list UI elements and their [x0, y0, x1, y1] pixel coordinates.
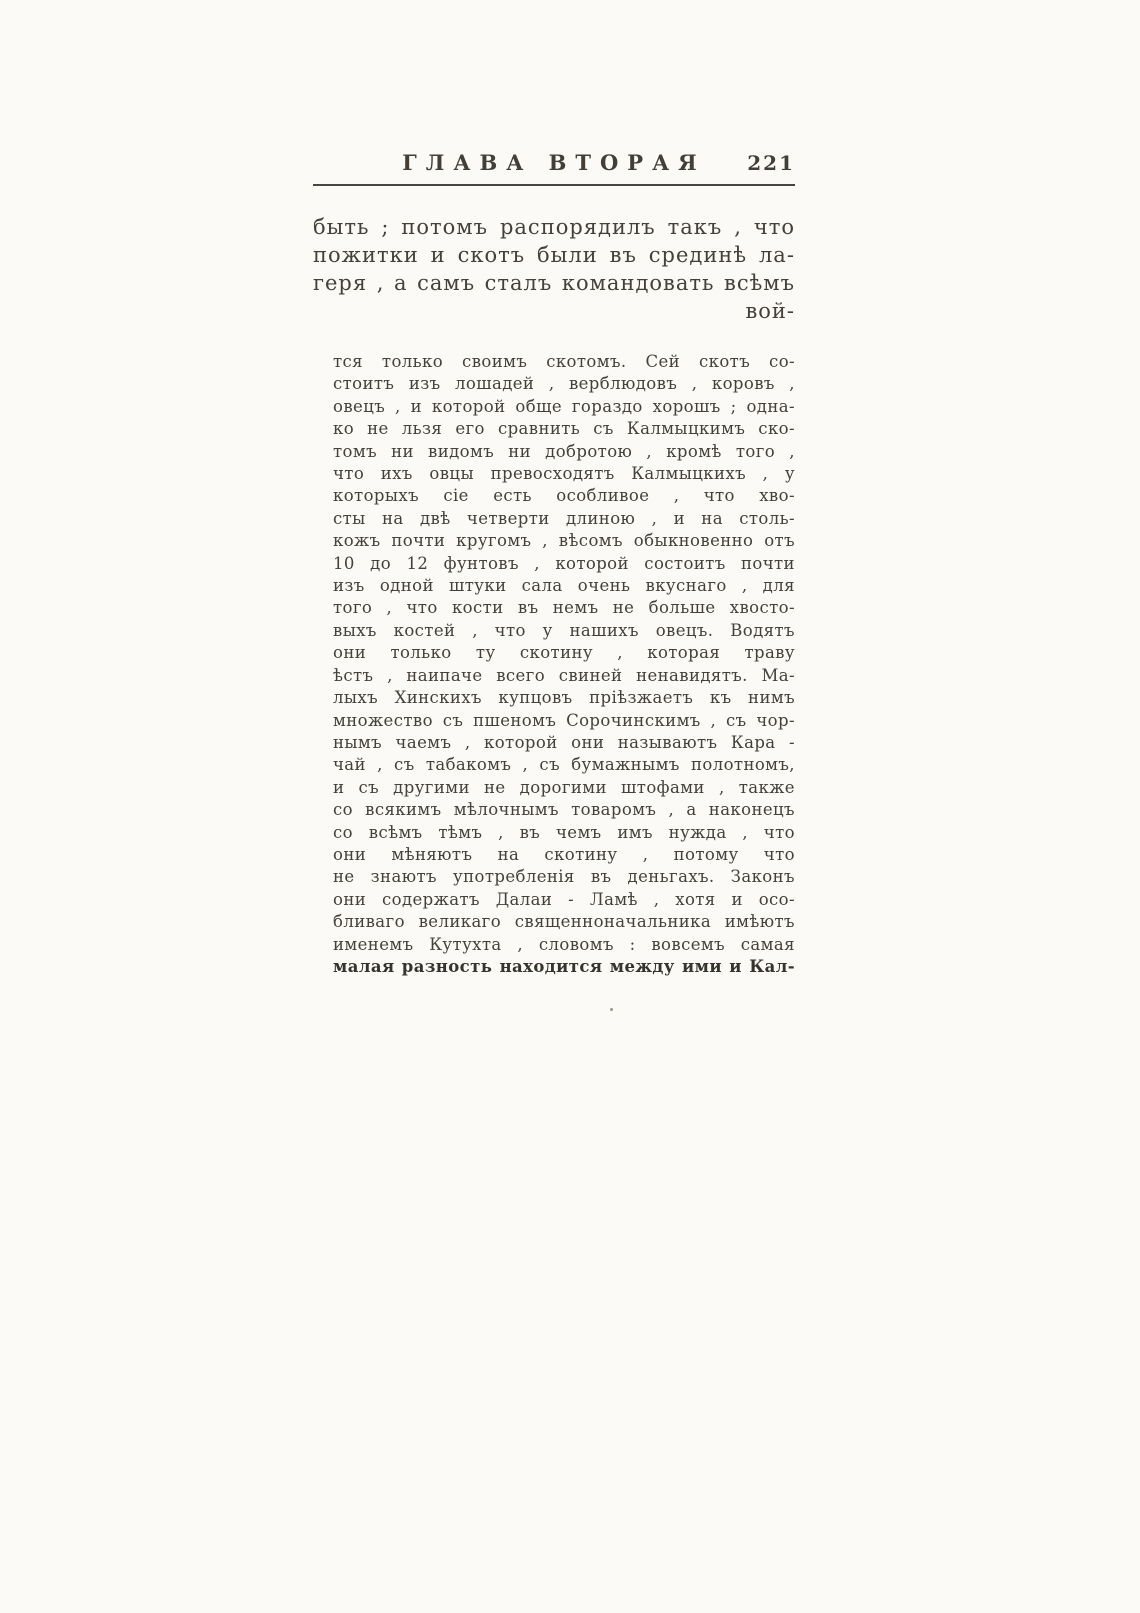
word: стоитъ — [333, 374, 395, 394]
word: осо- — [758, 889, 795, 909]
word: траву — [744, 643, 795, 663]
word: другими — [393, 777, 470, 797]
word: потому — [673, 844, 739, 864]
word: табакомъ — [425, 755, 512, 775]
word: товаромъ — [571, 800, 657, 820]
word: , — [741, 576, 748, 596]
word: множество — [333, 710, 433, 730]
word: одной — [379, 576, 434, 596]
word: они — [571, 732, 605, 752]
word: , — [734, 215, 742, 239]
word: нужда — [668, 822, 727, 842]
word: превосходятъ — [490, 464, 615, 484]
word: находится — [499, 956, 603, 976]
word: бумажнымъ — [571, 755, 680, 775]
word: у — [784, 464, 795, 484]
word: которой — [484, 732, 558, 752]
word: всѣмъ — [724, 271, 795, 295]
word: ихъ — [380, 464, 413, 484]
word: лыхъ — [333, 688, 379, 708]
word: быть — [313, 215, 370, 239]
word: потомъ — [401, 215, 489, 239]
word: , — [386, 598, 393, 618]
word: , — [642, 844, 649, 864]
word: немъ — [552, 598, 599, 618]
word: гораздо — [571, 396, 643, 416]
ink-speck — [610, 1008, 613, 1011]
word: всякимъ — [365, 800, 442, 820]
word: , — [377, 755, 383, 775]
word: съ — [593, 419, 614, 439]
word: , — [710, 710, 717, 730]
word: что — [703, 486, 735, 506]
word: а — [393, 271, 408, 295]
word: употребленія — [452, 867, 575, 887]
word: называютъ — [617, 732, 718, 752]
word: тся — [333, 352, 363, 371]
word: не — [484, 777, 506, 797]
word: , — [472, 620, 478, 640]
word: чаемъ — [395, 732, 452, 752]
word: изъ — [333, 576, 365, 596]
word: самъ — [417, 271, 476, 295]
word: , — [395, 396, 401, 416]
word: , — [387, 665, 393, 685]
word: не — [333, 867, 355, 887]
word: только — [381, 352, 444, 371]
main-text-block — [313, 213, 795, 297]
page-number: 221 — [747, 151, 795, 175]
word: они — [333, 844, 367, 864]
word: которой — [431, 396, 506, 416]
word: у — [542, 620, 553, 640]
word: ни — [391, 441, 414, 461]
word: Калмыцкимъ — [626, 419, 746, 439]
word: состоитъ — [644, 553, 726, 573]
text-line — [313, 269, 795, 297]
word: , — [653, 889, 660, 909]
word: фунтовъ — [443, 553, 519, 573]
word: Хинскихъ — [394, 688, 482, 708]
word: именемъ — [333, 934, 414, 954]
word: , — [542, 531, 548, 551]
word: : — [629, 934, 636, 954]
word: сравнить — [497, 419, 581, 439]
text-line — [333, 934, 795, 956]
word: и — [729, 956, 742, 976]
word: ; — [730, 396, 737, 416]
word: и — [673, 508, 685, 528]
running-header — [313, 150, 795, 175]
text-column — [313, 150, 795, 978]
word: , — [617, 643, 623, 663]
word: что — [763, 822, 795, 842]
word: дорогими — [519, 777, 607, 797]
word: геря — [313, 271, 368, 295]
text-line — [333, 889, 795, 911]
word: хорошъ — [652, 396, 721, 416]
word: - — [789, 732, 795, 752]
word: верблюдовъ — [568, 374, 678, 394]
word: скотину — [544, 844, 618, 864]
word: 10 — [333, 553, 355, 573]
word: очень — [577, 576, 631, 596]
word: вкуснаго — [645, 576, 727, 596]
word: коровъ — [711, 374, 775, 394]
text-line — [333, 732, 795, 754]
word: ѣстъ — [333, 665, 374, 685]
word: , — [668, 800, 675, 820]
word: костей — [393, 620, 456, 640]
word: томъ — [333, 441, 377, 461]
word: кругомъ — [456, 531, 532, 551]
word: что — [333, 464, 365, 484]
word: Кал- — [749, 956, 795, 976]
word: и — [731, 889, 743, 909]
word: что — [753, 215, 795, 239]
word: штофами — [621, 777, 705, 797]
word: со — [333, 822, 353, 842]
word: одна- — [746, 396, 795, 416]
word: , — [498, 822, 504, 842]
word: они — [333, 889, 367, 909]
word: и — [430, 243, 446, 267]
word: всего — [496, 665, 546, 685]
word: Законъ — [730, 867, 795, 887]
text-line — [333, 799, 795, 821]
word: имѣютъ — [724, 912, 795, 932]
word: сты — [333, 508, 366, 528]
word: пожитки — [313, 243, 419, 267]
word: въ — [517, 598, 539, 618]
word: 12 — [406, 553, 429, 573]
word: не — [367, 419, 389, 439]
word: и — [333, 777, 345, 797]
word: въ — [609, 243, 637, 267]
text-line — [333, 418, 795, 440]
word: ко — [333, 419, 355, 439]
word: со — [333, 800, 353, 820]
word: на — [497, 844, 520, 864]
word: на — [382, 508, 404, 528]
word: , — [534, 553, 540, 573]
word: мѣняютъ — [391, 844, 473, 864]
word: ла- — [758, 243, 795, 267]
word: ско- — [758, 419, 795, 439]
word: въ — [590, 867, 612, 887]
word: къ — [709, 688, 732, 708]
word: отъ — [764, 531, 795, 551]
word: , — [548, 374, 555, 394]
word: Кутухта — [429, 934, 502, 954]
word: съ — [442, 710, 464, 730]
word: мѣлочнымъ — [453, 800, 559, 820]
word: обыкновенно — [633, 531, 754, 551]
word: льзя — [401, 419, 443, 439]
text-line — [333, 777, 795, 799]
word: есть — [493, 486, 532, 506]
word: штуки — [449, 576, 507, 596]
word: - — [568, 889, 575, 909]
word: лошадей — [455, 374, 535, 394]
word: скотъ — [698, 352, 751, 371]
word: чай — [333, 755, 366, 775]
word: священноначальника — [514, 912, 712, 932]
word: которая — [647, 643, 721, 663]
word: такъ — [667, 215, 723, 239]
word: которой — [555, 553, 629, 573]
word: кромѣ — [666, 441, 722, 461]
word: срединѣ — [648, 243, 748, 267]
word: Далаи — [495, 889, 553, 909]
text-line — [333, 396, 795, 418]
word: имъ — [617, 822, 653, 842]
word: Ма- — [761, 665, 795, 685]
word: кожъ — [333, 531, 381, 551]
text-line — [333, 620, 795, 642]
text-line — [333, 508, 795, 530]
text-line — [333, 575, 795, 597]
text-line — [333, 373, 795, 395]
word: вѣсомъ — [558, 531, 623, 551]
word: Сей — [645, 352, 681, 371]
text-line — [333, 665, 795, 687]
word: скотину — [519, 643, 593, 663]
text-line — [333, 351, 795, 373]
text-line — [333, 754, 795, 776]
word: овецъ — [333, 396, 386, 416]
word: полотномъ, — [690, 755, 795, 775]
word: только — [390, 643, 452, 663]
word: нашихъ — [569, 620, 639, 640]
word: , — [376, 271, 385, 295]
word: ими — [682, 956, 723, 976]
text-line — [333, 822, 795, 844]
word: съ — [726, 710, 747, 730]
word: его — [455, 419, 485, 439]
word: словомъ — [538, 934, 614, 954]
word: пшеномъ — [473, 710, 557, 730]
word: того — [333, 598, 373, 618]
text-line — [313, 213, 795, 241]
word: ту — [475, 643, 496, 663]
word: скотъ — [457, 243, 526, 267]
text-line — [333, 866, 795, 888]
word: обще — [515, 396, 562, 416]
word: всѣмъ — [368, 822, 423, 842]
word: хво- — [759, 486, 795, 506]
word: они — [333, 643, 367, 663]
text-line — [333, 687, 795, 709]
word: выхъ — [333, 620, 377, 640]
word: которыхъ — [333, 486, 420, 506]
word: со- — [769, 352, 795, 371]
text-line — [333, 485, 795, 507]
word: почти — [391, 531, 446, 551]
word: нымъ — [333, 732, 383, 752]
text-line — [333, 530, 795, 552]
word: ни — [508, 441, 532, 461]
word: сіе — [443, 486, 469, 506]
word: великаго — [418, 912, 502, 932]
word: изъ — [408, 374, 441, 394]
word: чор- — [756, 710, 795, 730]
catchword: вой- — [745, 299, 795, 323]
word: распорядилъ — [499, 215, 656, 239]
word: четверти — [466, 508, 550, 528]
word: двѣ — [419, 508, 451, 528]
word: что — [406, 598, 438, 618]
word: овецъ. — [655, 620, 714, 640]
word: Кара — [730, 732, 776, 752]
word: съ — [539, 755, 560, 775]
word: наконецъ — [708, 800, 795, 820]
word: хвосто- — [729, 598, 795, 618]
word: , — [789, 441, 795, 461]
word: свиней — [558, 665, 623, 685]
word: бливаго — [333, 912, 405, 932]
word: , — [789, 374, 795, 394]
word: , — [517, 934, 524, 954]
word: въ — [519, 822, 541, 842]
word: командовать — [561, 271, 715, 295]
word: пріѣзжаетъ — [589, 688, 694, 708]
word: что — [494, 620, 526, 640]
word: ненавидятъ. — [636, 665, 748, 685]
word: тѣмъ — [438, 822, 483, 842]
word: , — [651, 508, 658, 528]
word: съ — [394, 755, 415, 775]
word: также — [738, 777, 795, 797]
text-line — [333, 710, 795, 732]
text-line — [333, 553, 795, 575]
word: вовсемъ — [651, 934, 726, 954]
word: , — [762, 464, 769, 484]
word: Ламѣ — [589, 889, 638, 909]
text-line — [313, 241, 795, 269]
word: сала — [521, 576, 563, 596]
word: того — [735, 441, 776, 461]
word: до — [370, 553, 392, 573]
word: купцовъ — [498, 688, 573, 708]
word: для — [762, 576, 795, 596]
word: самая — [740, 934, 795, 954]
word: , — [718, 777, 725, 797]
word: знаютъ — [370, 867, 437, 887]
word: на — [701, 508, 723, 528]
word: нимъ — [748, 688, 795, 708]
text-line — [333, 956, 795, 978]
word: столь- — [739, 508, 795, 528]
word: , — [673, 486, 680, 506]
text-line — [333, 463, 795, 485]
word: , — [742, 822, 748, 842]
word: своимъ — [462, 352, 528, 371]
word: Сорочинскимъ — [566, 710, 701, 730]
word: чемъ — [555, 822, 602, 842]
word: , — [691, 374, 698, 394]
word: овцы — [429, 464, 474, 484]
text-line — [333, 597, 795, 619]
word: и — [410, 396, 422, 416]
word: ; — [381, 215, 390, 239]
word: больше — [648, 598, 716, 618]
text-line — [333, 911, 795, 933]
word: разность — [401, 956, 493, 976]
text-line — [333, 844, 795, 866]
word: хотя — [675, 889, 716, 909]
word: съ — [358, 777, 380, 797]
word: видомъ — [428, 441, 495, 461]
word: малая — [333, 956, 395, 976]
text-line — [333, 441, 795, 463]
word: деньгахъ. — [627, 867, 715, 887]
word: кости — [451, 598, 504, 618]
word: а — [686, 800, 697, 820]
word: скотомъ. — [546, 352, 627, 371]
word: почти — [740, 553, 795, 573]
word: содержатъ — [381, 889, 480, 909]
footnote-block — [333, 351, 795, 978]
word: между — [609, 956, 675, 976]
word: наипаче — [406, 665, 483, 685]
text-line — [333, 642, 795, 664]
word: были — [537, 243, 598, 267]
header-divider-rule — [313, 184, 795, 186]
word: Водятъ — [730, 620, 795, 640]
word: особливое — [556, 486, 650, 506]
word: , — [522, 755, 529, 775]
word: добротою — [545, 441, 633, 461]
word: , — [464, 732, 471, 752]
word: что — [763, 844, 795, 864]
word: Калмыцкихъ — [631, 464, 747, 484]
word: длиною — [565, 508, 636, 528]
word: не — [612, 598, 635, 618]
word: , — [646, 441, 653, 461]
chapter-title: ГЛАВА ВТОРАЯ — [402, 150, 706, 175]
word: сталъ — [484, 271, 553, 295]
